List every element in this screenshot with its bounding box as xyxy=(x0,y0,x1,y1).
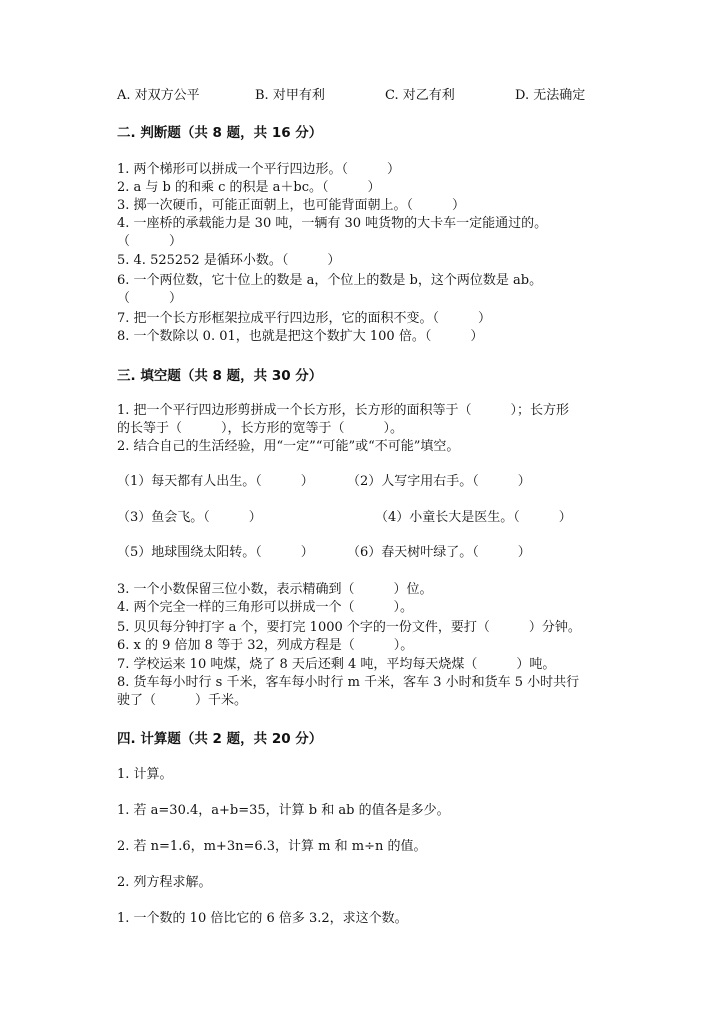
judgement-line: 3. 掷一次硬币，可能正面朝上，也可能背面朝上。（ ） xyxy=(117,198,466,213)
fill-sub-item: （1）每天都有人出生。（ ） xyxy=(117,474,314,489)
judgement-line: 6. 一个两位数，它十位上的数是 a，个位上的数是 b，这个两位数是 ab。 xyxy=(117,273,543,288)
section-heading-judgement: 二. 判断题（共 8 题，共 16 分） xyxy=(117,125,323,141)
fill-line: 1. 把一个平行四边形剪拼成一个长方形，长方形的面积等于（ ）；长方形 xyxy=(117,403,570,418)
judgement-line: （ ） xyxy=(117,234,183,249)
fill-sub-item: （6）春天树叶绿了。（ ） xyxy=(347,545,531,560)
fill-line: 2. 结合自己的生活经验，用“一定”“可能”或“不可能”填空。 xyxy=(117,439,460,454)
judgement-line: （ ） xyxy=(117,291,183,306)
option-a: A. 对双方公平 xyxy=(117,88,200,103)
option-c: C. 对乙有利 xyxy=(385,88,455,103)
section-heading-calculation: 四. 计算题（共 2 题，共 20 分） xyxy=(117,731,323,747)
fill-line: 的长等于（ ），长方形的宽等于（ ）。 xyxy=(117,421,404,436)
fill-line: 5. 贝贝每分钟打字 a 个，要打完 1000 个字的一份文件，要打（ ）分钟。 xyxy=(117,620,581,635)
fill-line: 6. x 的 9 倍加 8 等于 32，列成方程是（ ）。 xyxy=(117,638,414,653)
fill-line: 3. 一个小数保留三位小数，表示精确到（ ）位。 xyxy=(117,582,433,597)
calc-line: 1. 计算。 xyxy=(117,767,173,782)
calc-line: 2. 列方程求解。 xyxy=(117,875,212,890)
calc-line: 1. 一个数的 10 倍比它的 6 倍多 3.2，求这个数。 xyxy=(117,911,408,926)
fill-line: 4. 两个完全一样的三角形可以拼成一个（ ）。 xyxy=(117,600,414,615)
section-heading-fill-in: 三. 填空题（共 8 题，共 30 分） xyxy=(117,368,323,384)
fill-sub-item: （2）人写字用右手。（ ） xyxy=(347,474,531,489)
judgement-line: 7. 把一个长方形框架拉成平行四边形，它的面积不变。（ ） xyxy=(117,311,492,326)
fill-line: 7. 学校运来 10 吨煤，烧了 8 天后还剩 4 吨，平均每天烧煤（ ）吨。 xyxy=(117,657,556,672)
calc-line: 1. 若 a=30.4，a+b=35，计算 b 和 ab 的值各是多少。 xyxy=(117,803,450,818)
fill-sub-item: （5）地球围绕太阳转。（ ） xyxy=(117,545,314,560)
option-d: D. 无法确定 xyxy=(515,88,586,103)
judgement-line: 1. 两个梯形可以拼成一个平行四边形。（ ） xyxy=(117,162,401,177)
judgement-line: 8. 一个数除以 0. 01，也就是把这个数扩大 100 倍。（ ） xyxy=(117,329,484,344)
calc-line: 2. 若 n=1.6，m+3n=6.3，计算 m 和 m÷n 的值。 xyxy=(117,839,427,854)
option-b: B. 对甲有利 xyxy=(255,88,325,103)
fill-sub-item: （4）小童长大是医生。（ ） xyxy=(375,510,572,525)
judgement-line: 5. 4. 525252 是循环小数。（ ） xyxy=(117,253,341,268)
judgement-line: 2. a 与 b 的和乘 c 的积是 a＋bc。（ ） xyxy=(117,180,381,195)
fill-sub-item: （3）鱼会飞。（ ） xyxy=(117,510,262,525)
fill-line: 8. 货车每小时行 s 千米，客车每小时行 m 千米，客车 3 小时和货车 5 小时共行 xyxy=(117,675,580,690)
fill-line: 驶了（ ）千米。 xyxy=(117,693,248,708)
judgement-line: 4. 一座桥的承载能力是 30 吨，一辆有 30 吨货物的大卡车一定能通过的。 xyxy=(117,216,548,231)
